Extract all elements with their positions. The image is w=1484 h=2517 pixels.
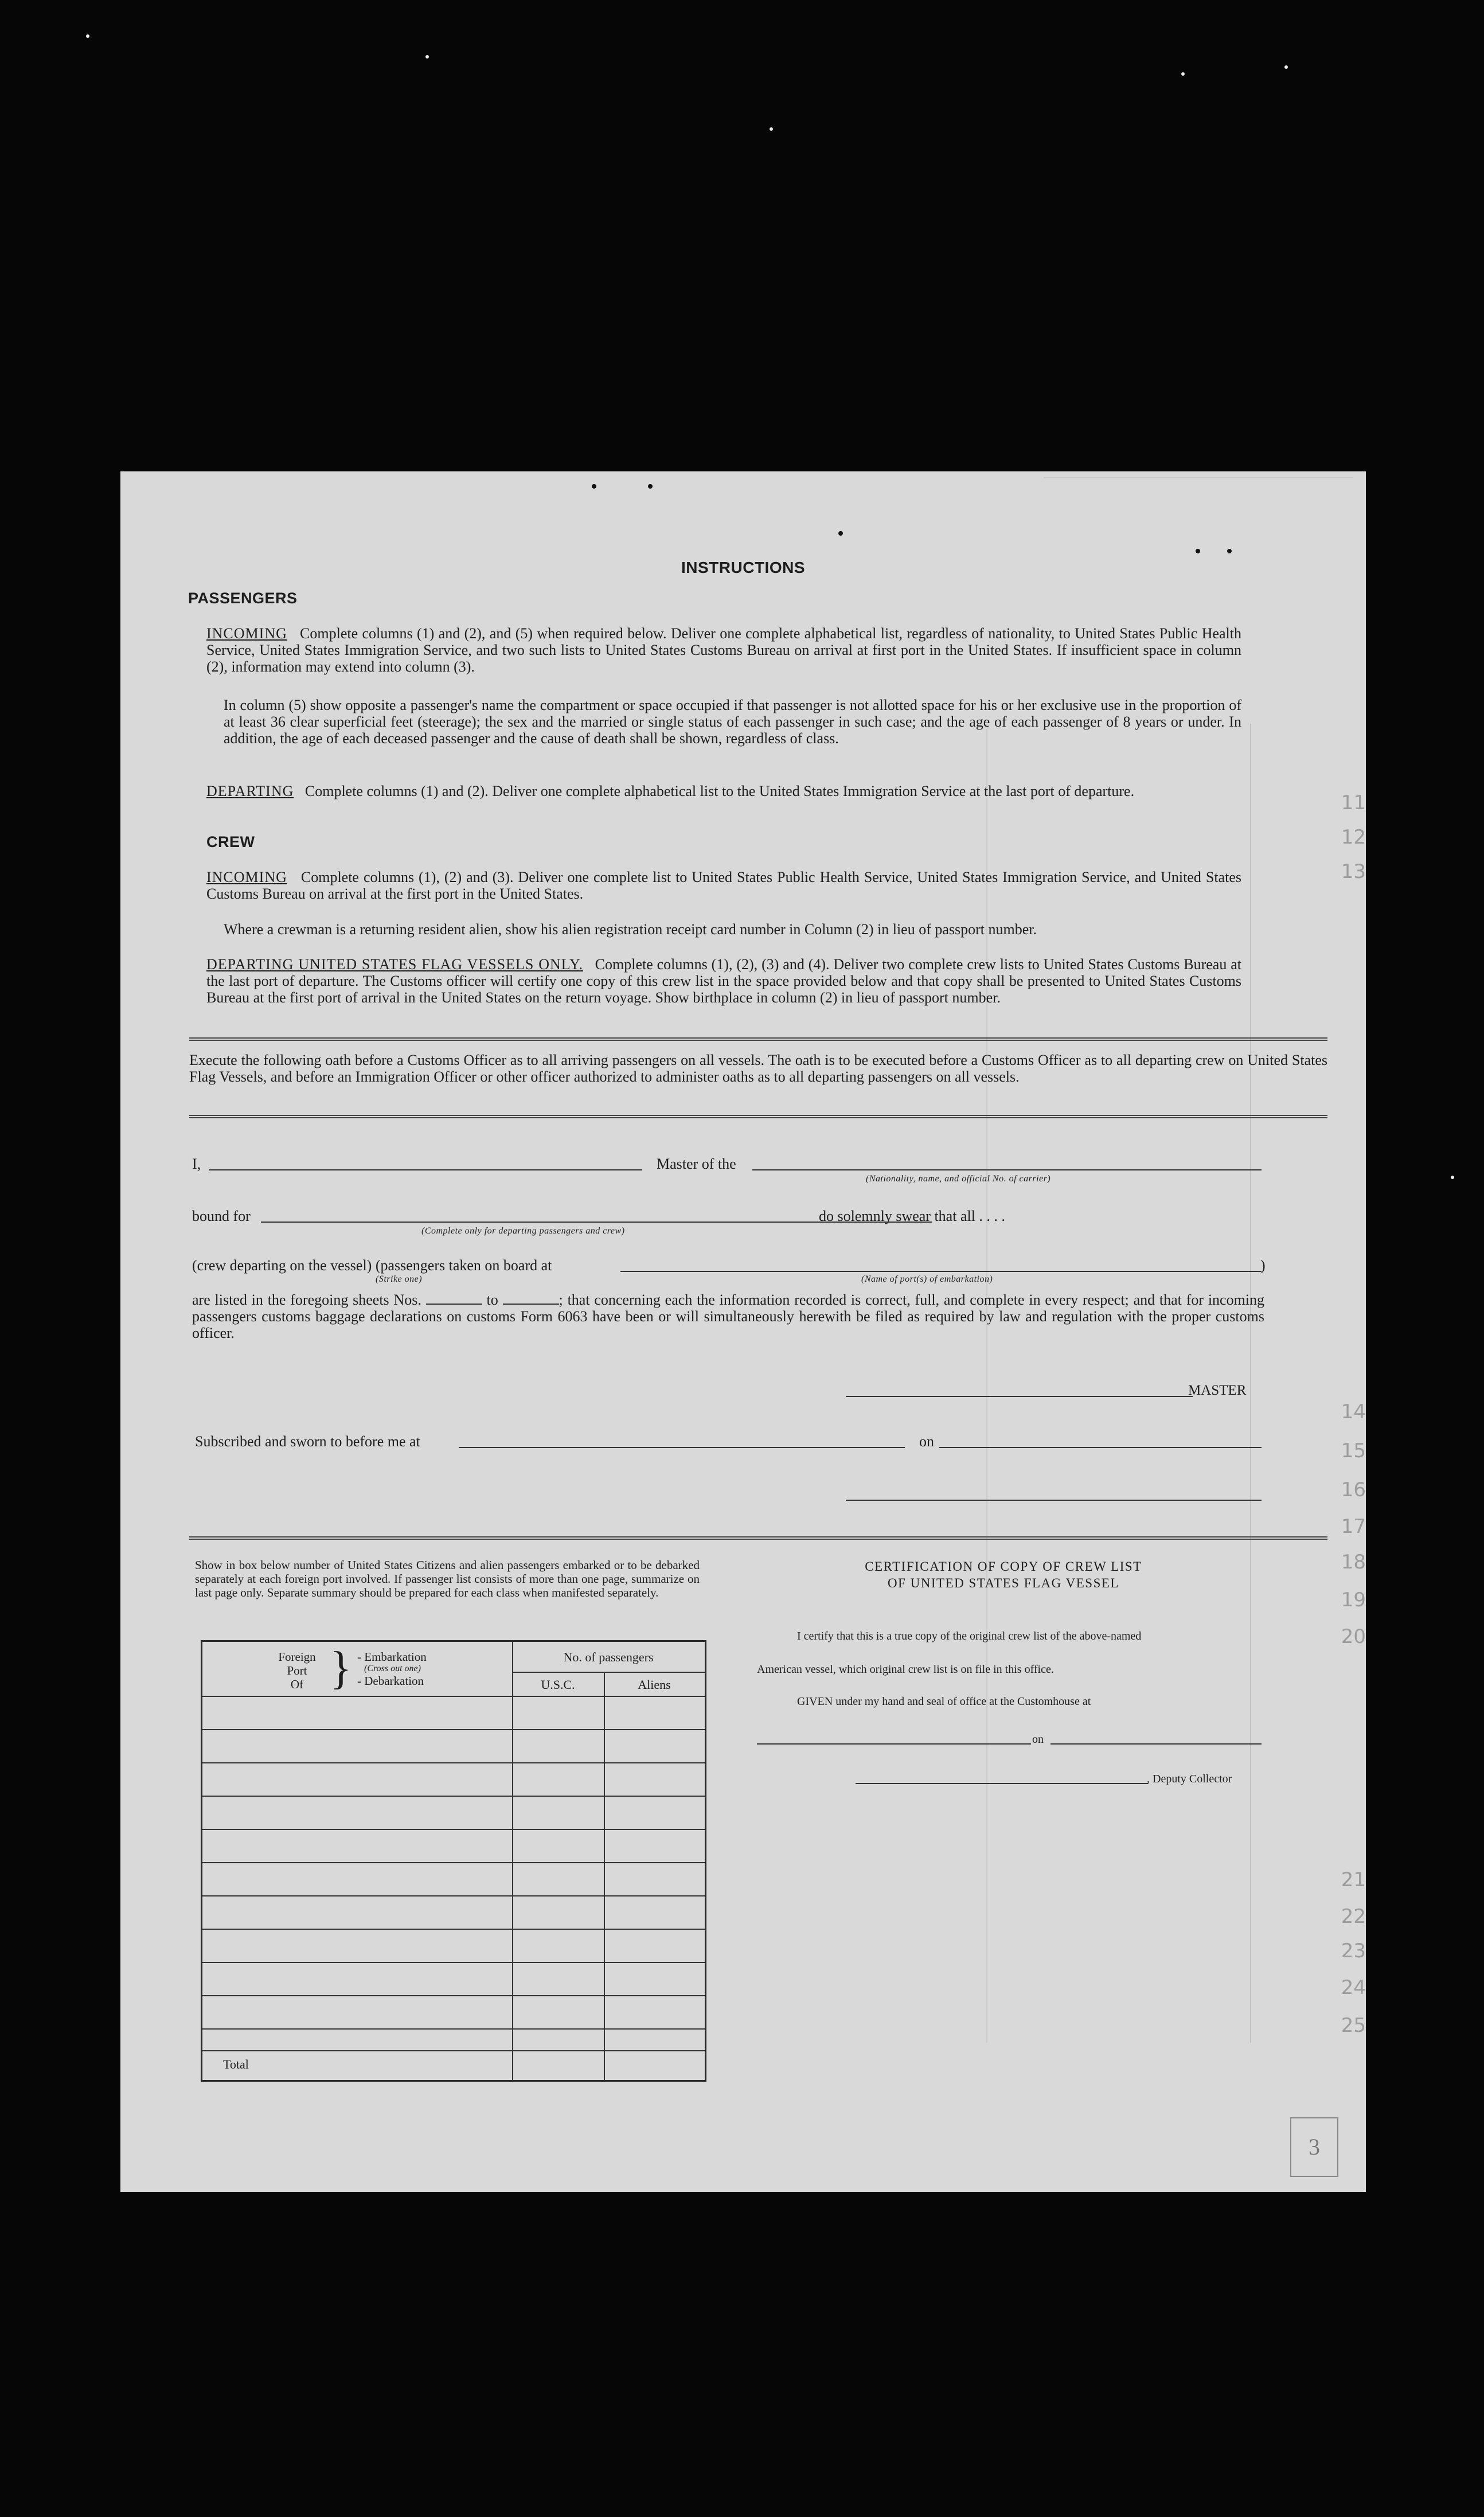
do-swear-text: do solemnly swear that all . . . .: [819, 1208, 1005, 1224]
sworn-on-label: on: [919, 1433, 934, 1450]
scan-speck: [770, 127, 773, 131]
row-number: 22: [1341, 1905, 1366, 1928]
passenger-summary-table: [201, 1640, 706, 2082]
bleed-through-stamp: [1044, 477, 1353, 536]
col-port-header: [260, 1650, 334, 1691]
master-label: MASTER: [1188, 1383, 1247, 1398]
page-title: INSTRUCTIONS: [681, 559, 805, 576]
customhouse-place-field[interactable]: [757, 1743, 1031, 1745]
sworn-date-field[interactable]: [939, 1447, 1262, 1448]
certification-body-2: American vessel, which original crew list is on file in this office.: [757, 1663, 1054, 1676]
crew-incoming-text: Complete columns (1), (2) and (3). Deliver one complete list to United States Public Health Service, United States Immigration Service, and United States Customs Bureau on arrival at the first port in the United States.: [206, 869, 1241, 902]
row-number: 18: [1341, 1551, 1366, 1574]
crew-departing-paragraph: [206, 956, 1241, 1006]
header-bottom: [202, 1696, 705, 1697]
brace-icon: }: [330, 1643, 352, 1693]
passengers-incoming-paragraph: [206, 625, 1241, 675]
embarkation-option[interactable]: - Embarkation: [357, 1650, 427, 1664]
scan-speck: [592, 484, 596, 489]
customhouse-date-field[interactable]: [1050, 1743, 1262, 1745]
bleed-through-grid: [1250, 724, 1251, 2043]
section-divider: [189, 1115, 1327, 1118]
row-divider: [202, 1796, 705, 1797]
row-divider: [202, 1862, 705, 1863]
certification-on-label: on: [1032, 1733, 1044, 1746]
scan-speck: [1227, 549, 1232, 553]
row-divider: [202, 1995, 705, 1996]
scan-speck: [1284, 65, 1288, 69]
row-divider: [202, 1962, 705, 1963]
crew-resident-paragraph: Where a crewman is a returning resident alien, show his alien registration receipt card number in Column (2) in lieu of passport number.: [224, 921, 1037, 938]
no-of-passengers-header: No. of passengers: [563, 1650, 654, 1664]
bound-for-caption: (Complete only for departing passengers and crew): [421, 1226, 625, 1236]
passengers-column5-paragraph: In column (5) show opposite a passenger's name the compartment or space occupied if that passenger is not allotted space for his or her exclusive use in the proportion of at least 36 clear superficial feet (steerage); the sex and the married or single status of each passenger in such case; and the age of each passenger of 8 years or under. In addition, the age of each deceased passenger and the cause of death shall be shown, regardless of class.: [224, 697, 1241, 747]
port-header-of: Of: [290, 1677, 304, 1691]
vessel-caption: (Nationality, name, and official No. of carrier): [866, 1174, 1051, 1184]
row-number: 13: [1341, 860, 1366, 883]
master-of-the-label: Master of the: [657, 1156, 736, 1172]
row-divider: [202, 2050, 705, 2051]
row-divider: [202, 1895, 705, 1896]
passengers-departing-label: DEPARTING: [206, 783, 294, 799]
crew-departing-label: DEPARTING UNITED STATES FLAG VESSELS ONLY.: [206, 956, 583, 973]
scan-speck: [648, 484, 653, 489]
scan-speck: [838, 531, 843, 536]
row-number: 14: [1341, 1400, 1366, 1423]
row-number: 17: [1341, 1515, 1366, 1538]
to-label: to: [486, 1291, 498, 1308]
embark-options: [357, 1650, 427, 1688]
row-divider: [202, 1929, 705, 1930]
sheet-from-field[interactable]: [426, 1292, 482, 1305]
sheet-to-field[interactable]: [503, 1292, 559, 1305]
crew-incoming-label: INCOMING: [206, 869, 287, 885]
summary-instructions: Show in box below number of United States Citizens and alien passengers embarked or to be debarked separately at each foreign port involved. If passenger list consists of more than one page, summarize on last page only. Separate summary should be prepared for each class when manifested separately.: [195, 1558, 700, 1599]
passengers-heading: PASSENGERS: [188, 590, 298, 607]
page-number: 3: [1309, 2134, 1320, 2160]
document-page: [120, 471, 1366, 2192]
row-number: 15: [1341, 1439, 1366, 1462]
deputy-collector-signature-line[interactable]: [856, 1783, 1148, 1784]
row-number: 24: [1341, 1976, 1366, 1999]
row-number: 12: [1341, 826, 1366, 849]
row-divider: [202, 2028, 705, 2030]
row-number: 21: [1341, 1868, 1366, 1891]
crew-incoming-paragraph: [206, 869, 1241, 902]
strike-one-caption: (Strike one): [376, 1274, 423, 1284]
certification-body-3: GIVEN under my hand and seal of office at the Customhouse at: [797, 1695, 1091, 1708]
total-label: Total: [223, 2057, 249, 2071]
oath-instructions: Execute the following oath before a Customs Officer as to all arriving passengers on all vessels. The oath is to be executed before a Customs Officer as to all departing crew on United States Flag Vessels, and before an Immigration Officer or other officer authorized to administer oaths as to all departing passengers on all vessels.: [189, 1052, 1327, 1085]
page-number-box: [1290, 2117, 1338, 2177]
certification-title-line-2: OF UNITED STATES FLAG VESSEL: [888, 1576, 1119, 1590]
scan-speck: [425, 55, 429, 58]
embarkation-port-field[interactable]: [620, 1271, 1262, 1272]
section-divider: [189, 1536, 1327, 1540]
deputy-collector-label: , Deputy Collector: [1147, 1773, 1232, 1785]
scan-speck: [1181, 72, 1185, 76]
col-divider: [604, 1672, 605, 2080]
row-number: 16: [1341, 1478, 1366, 1501]
row-divider: [202, 1729, 705, 1730]
listed-sheets-paragraph: [192, 1291, 1264, 1341]
port-caption: (Name of port(s) of embarkation): [861, 1274, 993, 1284]
master-signature-line[interactable]: [846, 1396, 1193, 1397]
row-divider: [202, 1829, 705, 1830]
row-number: 11: [1341, 791, 1366, 814]
master-name-field[interactable]: [209, 1169, 642, 1170]
passengers-departing-text: Complete columns (1) and (2). Deliver one complete alphabetical list to the United States Immigration Service at the last port of departure.: [304, 783, 1135, 799]
crew-departing-text: (crew departing on the vessel) (passengers taken on board at: [192, 1257, 552, 1274]
oath-line-1: [192, 1156, 201, 1173]
passengers-incoming-label: INCOMING: [206, 625, 287, 642]
officer-signature-line[interactable]: [846, 1500, 1262, 1501]
crew-heading: CREW: [206, 833, 255, 850]
scan-speck: [86, 34, 89, 38]
close-paren: ): [1260, 1257, 1266, 1274]
listed-text: ; that concerning each the information recorded is correct, full, and complete in every respect; and that for incoming passengers customs baggage declarations on customs Form 6063 have been or will simultaneously herewith be filed as required by law and regulation with the proper customs officer.: [192, 1291, 1265, 1341]
section-divider: [189, 1037, 1327, 1041]
crew-departing-text: Complete columns (1), (2), (3) and (4). Deliver two complete crew lists to United States Customs Bureau at the last port of departure. The Customs officer will certify one copy of this crew list in the space provided below and that copy shall be presented to United States Customs Bureau at the first port of arrival in the United States on the return voyage. Show birthplace in column (2) in lieu of passport number.: [206, 956, 1242, 1006]
row-divider: [202, 1762, 705, 1763]
subscribed-label: Subscribed and sworn to before me at: [195, 1433, 420, 1450]
scan-speck: [1451, 1176, 1454, 1179]
row-number: 19: [1341, 1589, 1366, 1611]
aliens-header: Aliens: [638, 1677, 671, 1692]
usc-header: U.S.C.: [541, 1677, 575, 1692]
header-divider: [512, 1672, 705, 1673]
bound-for-label: bound for: [192, 1208, 251, 1224]
debarkation-option[interactable]: - Debarkation: [357, 1674, 424, 1688]
row-number: 20: [1341, 1625, 1366, 1648]
certification-title: [757, 1558, 1250, 1591]
col-divider: [512, 1642, 513, 2080]
certification-body-1: I certify that this is a true copy of the original crew list of the above-named: [797, 1630, 1142, 1642]
passengers-incoming-text: Complete columns (1) and (2), and (5) when required below. Deliver one complete alphabetical list, regardless of nationality, to United States Public Health Service, United States Immigration Service, and two such lists to United States Customs Bureau on arrival at first port in the United States. If insufficient space in column (2), information may extend into column (3).: [206, 625, 1241, 675]
certification-title-line-1: CERTIFICATION OF COPY OF CREW LIST: [865, 1559, 1142, 1574]
port-header-foreign: Foreign: [278, 1650, 316, 1664]
oath-i-label: I,: [192, 1156, 201, 1172]
sworn-place-field[interactable]: [459, 1447, 905, 1448]
vessel-field[interactable]: [752, 1169, 1262, 1170]
listed-prefix: are listed in the foregoing sheets Nos.: [192, 1291, 421, 1308]
cross-out-caption: (Cross out one): [364, 1664, 421, 1673]
scan-speck: [1196, 549, 1200, 553]
row-number: 23: [1341, 1940, 1366, 1962]
row-number: 25: [1341, 2014, 1366, 2037]
port-header-port: Port: [287, 1664, 307, 1677]
passengers-departing-paragraph: [206, 783, 1241, 799]
